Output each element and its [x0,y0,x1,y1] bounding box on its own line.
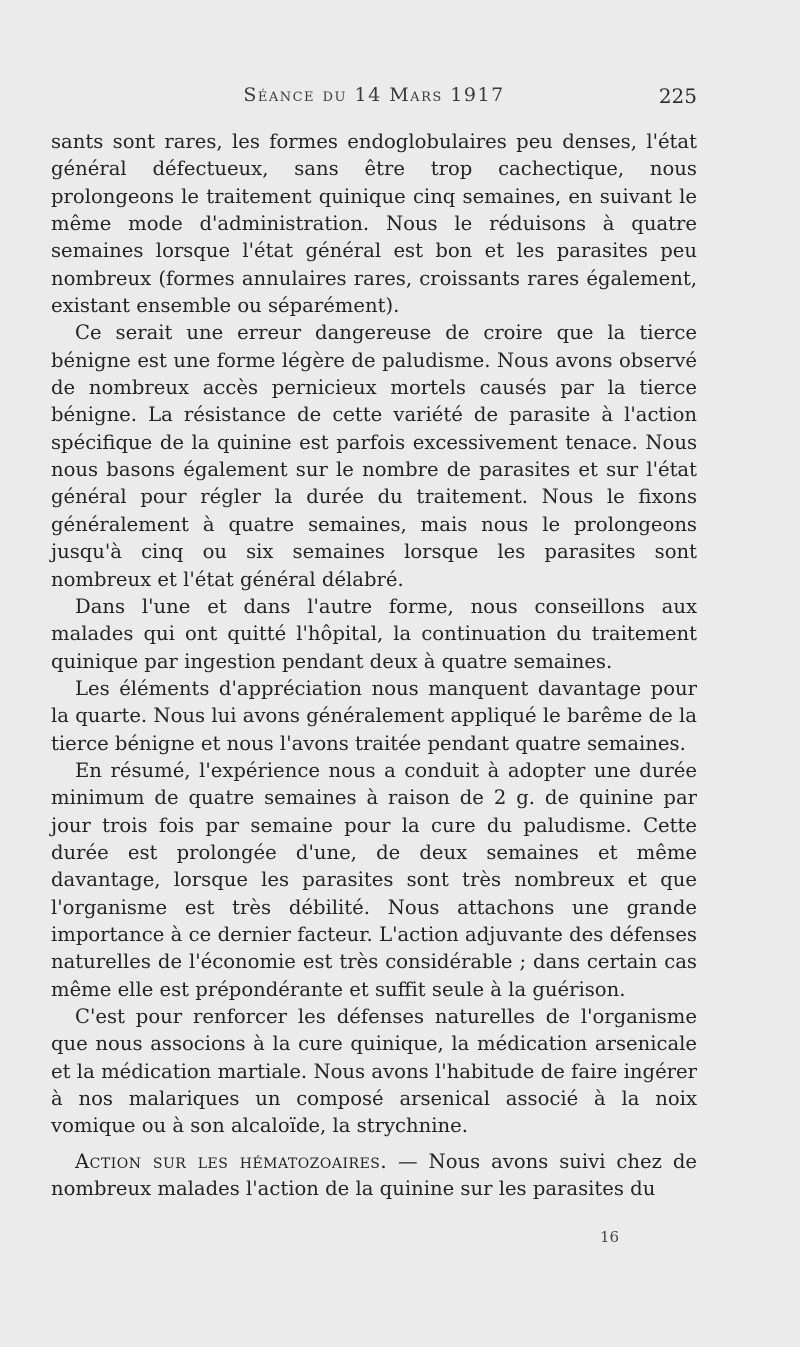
paragraph: Ce serait une erreur dangereuse de croire que la tierce bénigne est une forme légère de paludisme. Nous avons observé de nombreux accès pernicieux mortels causés par la tierce bénigne. La résistance de cette variété de parasite à l'action spécifique de la quinine est parfois excessivement tenace. Nous nous basons également sur le nombre de parasites et sur l'état général pour régler la durée du traitement. Nous le fixons généralement à quatre semaines, mais nous le prolongeons jusqu'à cinq ou six semaines lorsque les parasites sont nombreux et l'état général délabré. [51,321,697,591]
paragraph: En résumé, l'expérience nous a conduit à adopter une durée minimum de quatre semaines à raison de 2 g. de quinine par jour trois fois par semaine pour la cure du paludisme. Cette durée est prolongée d'une, de deux semaines et même davantage, lorsque les parasites sont très nombreux et que l'organisme est très débilité. Nous attachons une grande importance à ce dernier facteur. L'action adjuvante des défenses naturelles de l'économie est très considérable ; dans certain cas même elle est prépondérante et suffit seule à la guérison. [51,758,697,1001]
signature-mark: 16 [600,1228,620,1246]
body-text [51,128,697,1202]
page-header [51,84,697,114]
section-heading: Action sur les hématozoaires. [75,1149,388,1173]
paragraph: Les éléments d'appréciation nous manquent davantage pour la quarte. Nous lui avons généralement appliqué le barême de la tierce bénigne et nous l'avons traitée pendant quatre semaines. [51,676,697,755]
section-text: — Nous avons suivi chez de nombreux malades l'action de la quinine sur les parasites du [51,1149,697,1201]
section-paragraph [51,1148,697,1203]
paragraph: C'est pour renforcer les défenses naturelles de l'organisme que nous associons à la cure quinique, la médication arsenicale et la médication martiale. Nous avons l'habitude de faire ingérer à nos malariques un composé arsenical associé à la noix vomique ou à son alcaloïde, la strychnine. [51,1005,697,1138]
paragraph: sants sont rares, les formes endoglobulaires peu denses, l'état général défectueux, sans être trop cachectique, nous prolongeons le traitement quinique cinq semaines, en suivant le même mode d'administration. Nous le réduisons à quatre semaines lorsque l'état général est bon et les parasites peu nombreux (formes annulaires rares, croissants rares également, existant ensemble ou séparément). [51,130,697,318]
paragraph: Dans l'une et dans l'autre forme, nous conseillons aux malades qui ont quitté l'hôpital, la continuation du traitement quinique par ingestion pendant deux à quatre semaines. [51,594,697,673]
section [51,1148,697,1203]
page-number: 225 [658,84,697,108]
running-title: Séance du 14 Mars 1917 [243,84,505,106]
